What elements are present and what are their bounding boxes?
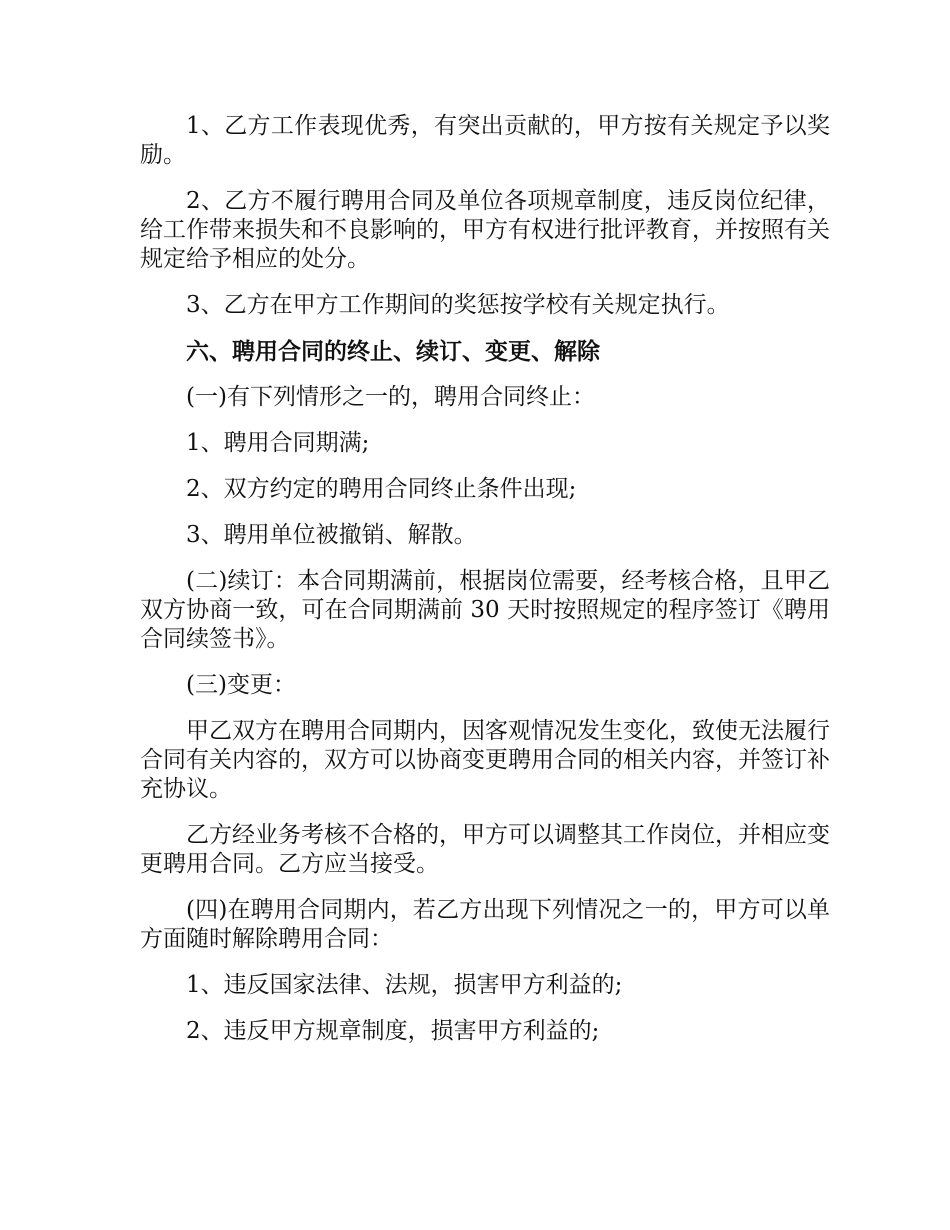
paragraph-renewal: (二)续订：本合同期满前，根据岗位需要，经考核合格，且甲乙双方协商一致，可在合同期满前 30 天时按照规定的程序签订《聘用合同续签书》。 bbox=[140, 568, 830, 652]
paragraph-discipline: 2、乙方不履行聘用合同及单位各项规章制度，违反岗位纪律，给工作带来损失和不良影响的，甲方有权进行批评教育，并按照有关规定给予相应的处分。 bbox=[140, 188, 830, 272]
paragraph-reward: 1、乙方工作表现优秀，有突出贡献的，甲方按有关规定予以奖励。 bbox=[140, 113, 830, 168]
list-item: 3、聘用单位被撤销、解散。 bbox=[186, 522, 477, 548]
paragraph-school-rules: 3、乙方在甲方工作期间的奖惩按学校有关规定执行。 bbox=[186, 292, 730, 318]
section-heading: 六、聘用合同的终止、续订、变更、解除 bbox=[186, 338, 600, 365]
list-item: 1、违反国家法律、法规，损害甲方利益的; bbox=[186, 972, 623, 998]
list-item: 2、双方约定的聘用合同终止条件出现; bbox=[186, 476, 577, 502]
paragraph-change-body: 甲乙双方在聘用合同期内，因客观情况发生变化，致使无法履行合同有关内容的，双方可以协商变更聘用合同的相关内容，并签订补充协议。 bbox=[140, 718, 830, 802]
list-item: 1、聘用合同期满; bbox=[186, 430, 370, 456]
paragraph-termination-intro: (一)有下列情形之一的，聘用合同终止： bbox=[186, 384, 595, 410]
paragraph-dissolution: (四)在聘用合同期内，若乙方出现下列情况之一的，甲方可以单方面随时解除聘用合同： bbox=[140, 897, 830, 952]
list-item: 2、违反甲方规章制度，损害甲方利益的; bbox=[186, 1018, 600, 1044]
paragraph-assessment: 乙方经业务考核不合格的，甲方可以调整其工作岗位，并相应变更聘用合同。乙方应当接受。 bbox=[140, 822, 830, 877]
document-body bbox=[140, 112, 830, 1063]
paragraph-change-title: (三)变更： bbox=[186, 672, 296, 698]
